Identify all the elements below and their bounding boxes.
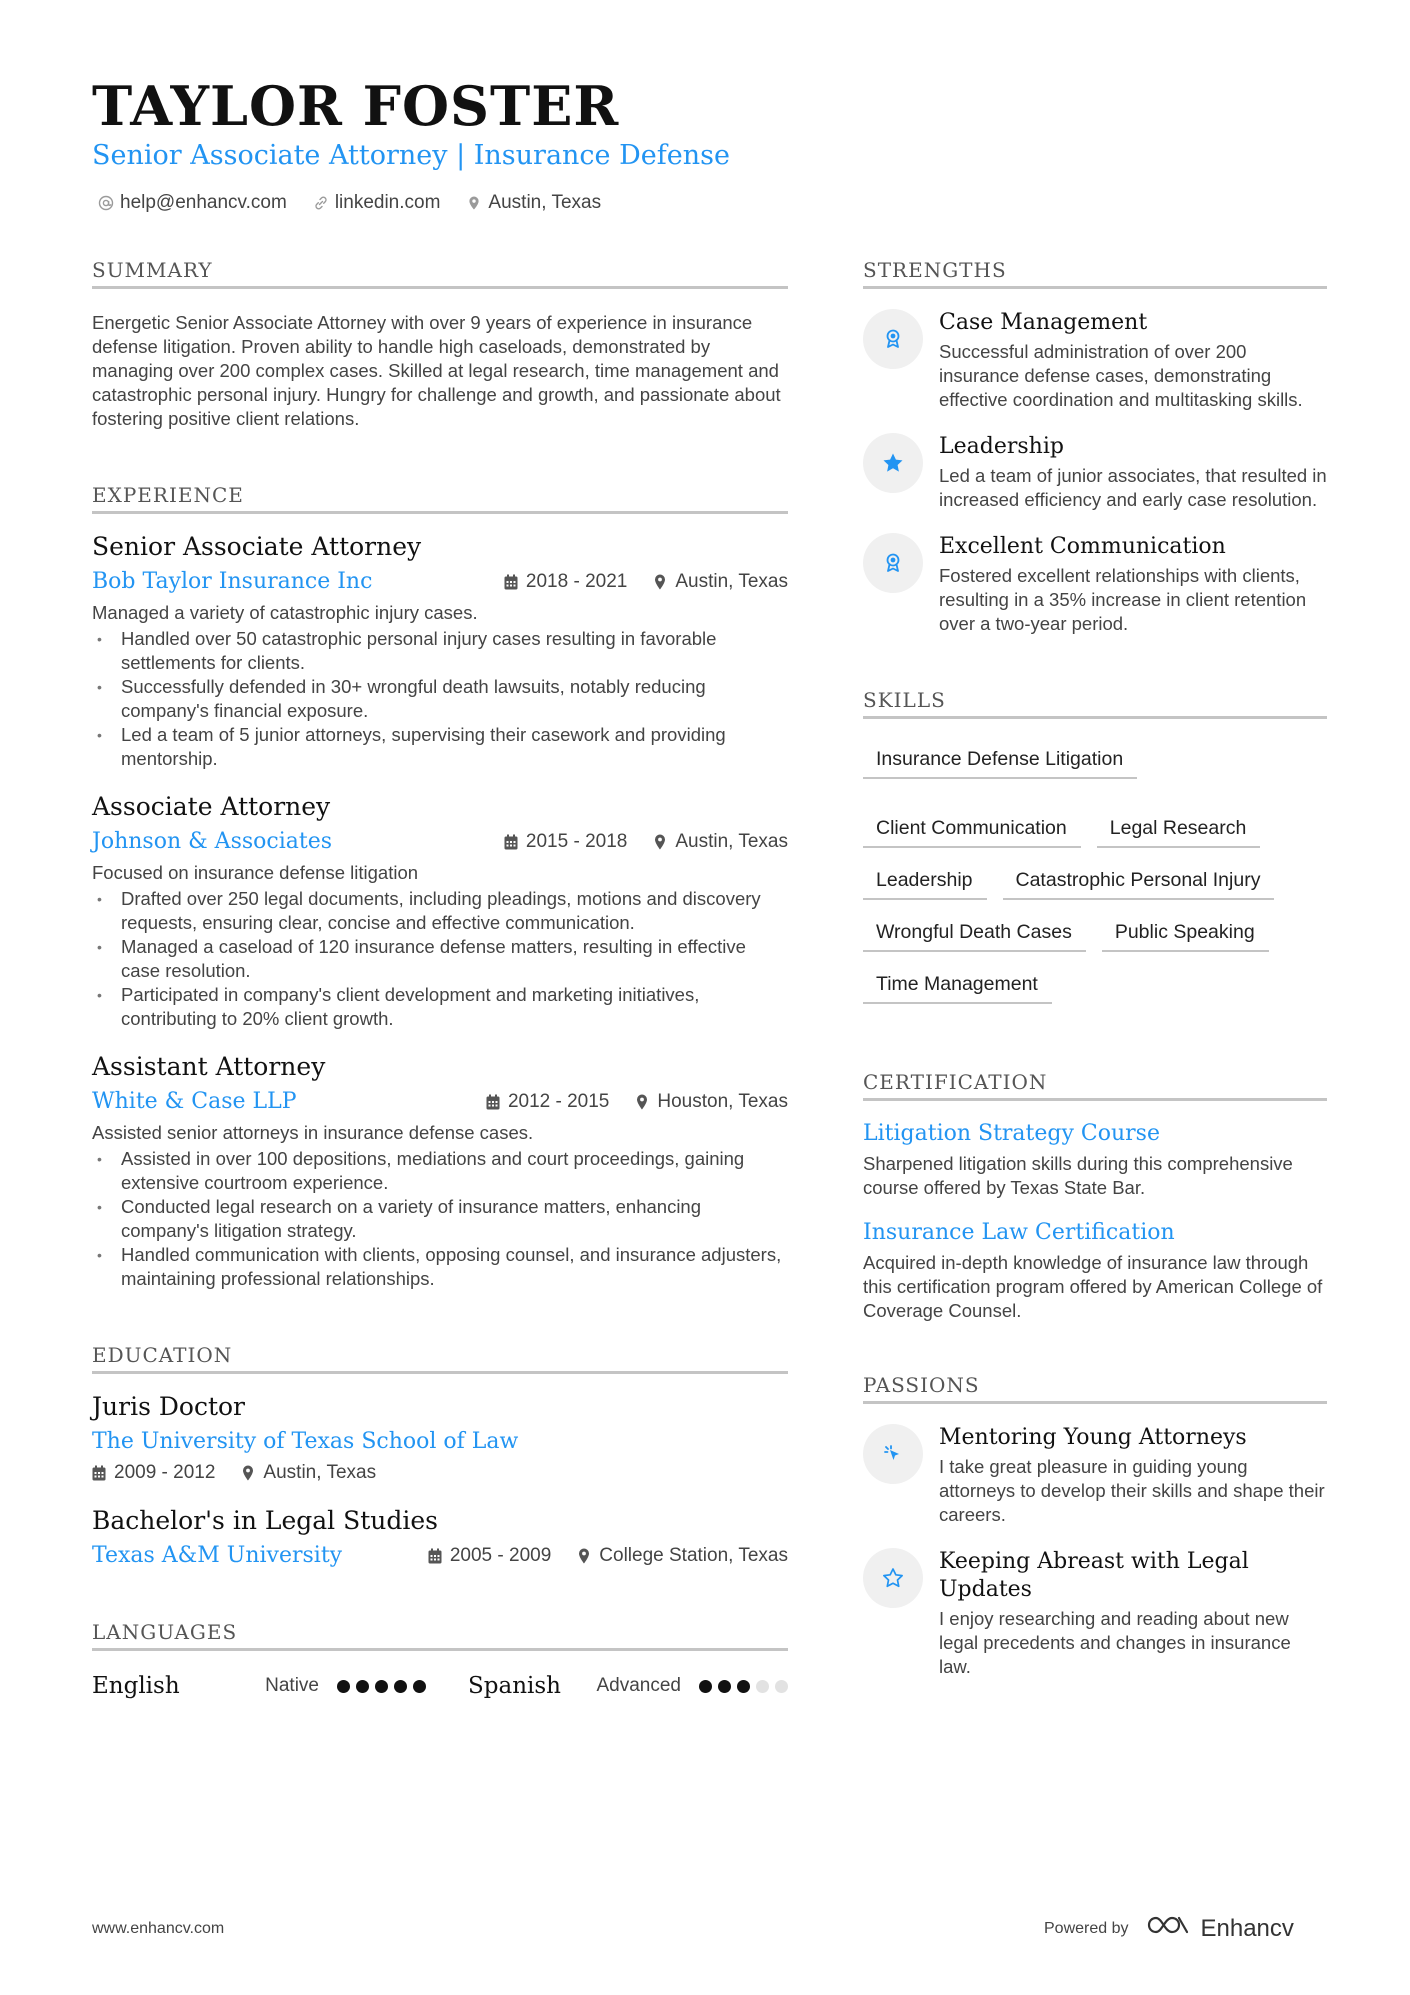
job-bullets [92, 1147, 788, 1291]
job-bullet: • Led a team of 5 junior attorneys, supervising their casework and providing mentorship. [92, 723, 788, 771]
company-name: Bob Taylor Insurance Inc [92, 569, 373, 594]
contact-bar [98, 192, 601, 214]
language-level: Native [265, 1675, 319, 1696]
education-dates: 2005 - 2009 [449, 1544, 552, 1566]
contact-linkedin-text: linkedin.com [334, 192, 441, 213]
skills-section [863, 688, 1327, 1004]
at-icon [98, 195, 114, 211]
star-outline-icon [863, 1548, 923, 1608]
skill-tag: Leadership [863, 865, 987, 900]
job-location: Houston, Texas [657, 1090, 788, 1112]
contact-linkedin[interactable] [313, 192, 441, 214]
calendar-icon [92, 1465, 106, 1481]
star-icon [863, 433, 923, 493]
brand-name: Enhancv [1200, 1914, 1294, 1942]
rating-dot [413, 1680, 426, 1693]
job-bullet: • Conducted legal research on a variety of insurance matters, enhancing company's litigation strategy. [92, 1195, 788, 1243]
skill-tag: Catastrophic Personal Injury [1003, 865, 1275, 900]
candidate-name: TAYLOR FOSTER [92, 74, 620, 138]
certification-description: Acquired in-depth knowledge of insurance law through this certification program offered by American College of Coverage Counsel. [863, 1252, 1323, 1321]
footer-branding[interactable] [1044, 1913, 1294, 1944]
skills-list [863, 744, 1327, 1004]
skill-tag: Client Communication [863, 813, 1081, 848]
contact-location [466, 192, 601, 214]
passion-item [863, 1424, 1327, 1527]
contact-email-text: help@enhancv.com [120, 192, 287, 213]
job-bullets [92, 627, 788, 771]
brand-logo [1145, 1913, 1294, 1944]
contact-email[interactable] [98, 192, 287, 214]
experience-entry [92, 1052, 788, 1291]
rating-dot [356, 1680, 369, 1693]
location-pin-icon [466, 195, 482, 211]
experience-section [92, 483, 788, 1291]
job-dates: 2015 - 2018 [525, 830, 628, 852]
strength-item [863, 533, 1327, 636]
summary-section [92, 258, 788, 431]
rating-dot [699, 1680, 712, 1693]
language-name: Spanish [468, 1673, 561, 1699]
job-bullet: • Managed a caseload of 120 insurance defense matters, resulting in effective case resolution. [92, 935, 788, 983]
strength-item [863, 309, 1327, 412]
education-entry [92, 1392, 788, 1484]
language-name: English [92, 1673, 180, 1699]
certification-title: Litigation Strategy Course [863, 1121, 1160, 1146]
strength-title: Leadership [939, 434, 1064, 459]
school-name: The University of Texas School of Law [92, 1429, 519, 1454]
strength-item [863, 433, 1327, 512]
degree-title: Juris Doctor [92, 1392, 245, 1421]
education-location: Austin, Texas [263, 1462, 377, 1483]
contact-location-text: Austin, Texas [488, 192, 602, 213]
rating-dot [337, 1680, 350, 1693]
certification-title: Insurance Law Certification [863, 1220, 1175, 1245]
calendar-icon [504, 834, 518, 850]
experience-entry [92, 532, 788, 771]
location-pin-icon [635, 1094, 649, 1110]
skill-tag: Wrongful Death Cases [863, 917, 1086, 952]
strength-description: Fostered excellent relationships with clients, resulting in a 35% increase in client retention over a two-year period. [939, 565, 1307, 634]
rating-dot [775, 1680, 788, 1693]
award-ribbon-icon [863, 309, 923, 369]
skill-tag: Legal Research [1097, 813, 1261, 848]
certification-description: Sharpened litigation skills during this comprehensive course offered by Texas State Bar. [863, 1153, 1293, 1198]
job-title: Senior Associate Attorney [92, 532, 422, 561]
languages-section [92, 1620, 788, 1699]
job-dates: 2012 - 2015 [507, 1090, 610, 1112]
summary-text: Energetic Senior Associate Attorney with over 9 years of experience in insurance defense litigation. Proven ability to handle high caseloads, demonstrated by managing over 200 complex cases. Skilled at legal research, time management and catastrophic personal injury. Hungry for challenge and growth, and passionate about fostering positive client relations. [92, 312, 781, 429]
degree-title: Bachelor's in Legal Studies [92, 1506, 439, 1535]
location-pin-icon [653, 834, 667, 850]
strength-description: Led a team of junior associates, that resulted in increased efficiency and early case resolution. [939, 465, 1327, 510]
strength-title: Excellent Communication [939, 534, 1226, 559]
skill-tag: Time Management [863, 969, 1052, 1004]
link-icon [313, 195, 329, 211]
left-column [92, 258, 788, 1699]
location-pin-icon [577, 1548, 591, 1564]
passion-description: I take great pleasure in guiding young attorneys to develop their skills and shape their careers. [939, 1456, 1325, 1525]
powered-by-label: Powered by [1044, 1919, 1129, 1937]
rating-dot [375, 1680, 388, 1693]
calendar-icon [504, 574, 518, 590]
language-rating [337, 1680, 426, 1693]
enhancv-logo-icon [1145, 1913, 1191, 1944]
certification-item [863, 1220, 1327, 1323]
certification-item [863, 1121, 1327, 1200]
language-level: Advanced [596, 1675, 681, 1696]
company-name: White & Case LLP [92, 1089, 297, 1114]
job-dates: 2018 - 2021 [525, 570, 628, 592]
education-section [92, 1343, 788, 1568]
job-bullet: • Drafted over 250 legal documents, including pleadings, motions and discovery requests, ensuring clear, concise and effective communication. [92, 887, 788, 935]
job-bullets [92, 887, 788, 1031]
certification-section [863, 1070, 1327, 1323]
footer-website[interactable]: www.enhancv.com [92, 1920, 225, 1937]
passion-description: I enjoy researching and reading about new legal precedents and changes in insurance law. [939, 1608, 1291, 1677]
language-item [92, 1673, 426, 1699]
section-title-summary: SUMMARY [92, 258, 788, 289]
job-bullet: • Handled communication with clients, opposing counsel, and insurance adjusters, maintaining professional relationships. [92, 1243, 788, 1291]
school-name: Texas A&M University [92, 1543, 343, 1568]
section-title-education: EDUCATION [92, 1343, 788, 1374]
skill-tag: Public Speaking [1102, 917, 1269, 952]
calendar-icon [428, 1548, 442, 1564]
rating-dot [718, 1680, 731, 1693]
job-description: Managed a variety of catastrophic injury cases. [92, 602, 478, 623]
section-title-experience: EXPERIENCE [92, 483, 788, 514]
strengths-section [863, 258, 1327, 636]
location-pin-icon [241, 1465, 255, 1481]
passion-item [863, 1548, 1327, 1679]
strength-description: Successful administration of over 200 insurance defense cases, demonstrating effective coordination and multitasking skills. [939, 341, 1303, 410]
education-dates: 2009 - 2012 [114, 1462, 216, 1483]
experience-entry [92, 792, 788, 1031]
passion-title: Keeping Abreast with Legal Updates [939, 1549, 1249, 1602]
passions-section [863, 1373, 1327, 1679]
rating-dot [394, 1680, 407, 1693]
job-description: Assisted senior attorneys in insurance defense cases. [92, 1122, 534, 1143]
location-pin-icon [653, 574, 667, 590]
job-bullet: • Handled over 50 catastrophic personal injury cases resulting in favorable settlements for clients. [92, 627, 788, 675]
rating-dot [756, 1680, 769, 1693]
job-title: Assistant Attorney [92, 1052, 326, 1081]
strength-title: Case Management [939, 310, 1148, 335]
job-location: Austin, Texas [675, 570, 788, 592]
language-item [468, 1673, 788, 1699]
job-title: Associate Attorney [92, 792, 331, 821]
rating-dot [737, 1680, 750, 1693]
section-title-languages: LANGUAGES [92, 1620, 788, 1651]
section-title-passions: PASSIONS [863, 1373, 1327, 1404]
skill-tag: Insurance Defense Litigation [863, 744, 1137, 779]
education-entry [92, 1506, 788, 1568]
pointer-icon [863, 1424, 923, 1484]
section-title-skills: SKILLS [863, 688, 1327, 719]
award-ribbon-icon [863, 533, 923, 593]
calendar-icon [486, 1094, 500, 1110]
job-bullet: • Participated in company's client development and marketing initiatives, contributing to 20% client growth. [92, 983, 788, 1031]
section-title-strengths: STRENGTHS [863, 258, 1327, 289]
section-title-certification: CERTIFICATION [863, 1070, 1327, 1101]
job-bullet: • Successfully defended in 30+ wrongful death lawsuits, notably reducing company's financial exposure. [92, 675, 788, 723]
language-rating [699, 1680, 788, 1693]
right-column [863, 258, 1327, 1679]
job-location: Austin, Texas [675, 830, 788, 852]
education-location: College Station, Texas [599, 1544, 788, 1566]
passion-title: Mentoring Young Attorneys [939, 1425, 1247, 1450]
job-bullet: • Assisted in over 100 depositions, mediations and court proceedings, gaining extensive courtroom experience. [92, 1147, 788, 1195]
candidate-headline: Senior Associate Attorney | Insurance Defense [92, 140, 730, 171]
company-name: Johnson & Associates [92, 829, 333, 854]
job-description: Focused on insurance defense litigation [92, 862, 419, 883]
